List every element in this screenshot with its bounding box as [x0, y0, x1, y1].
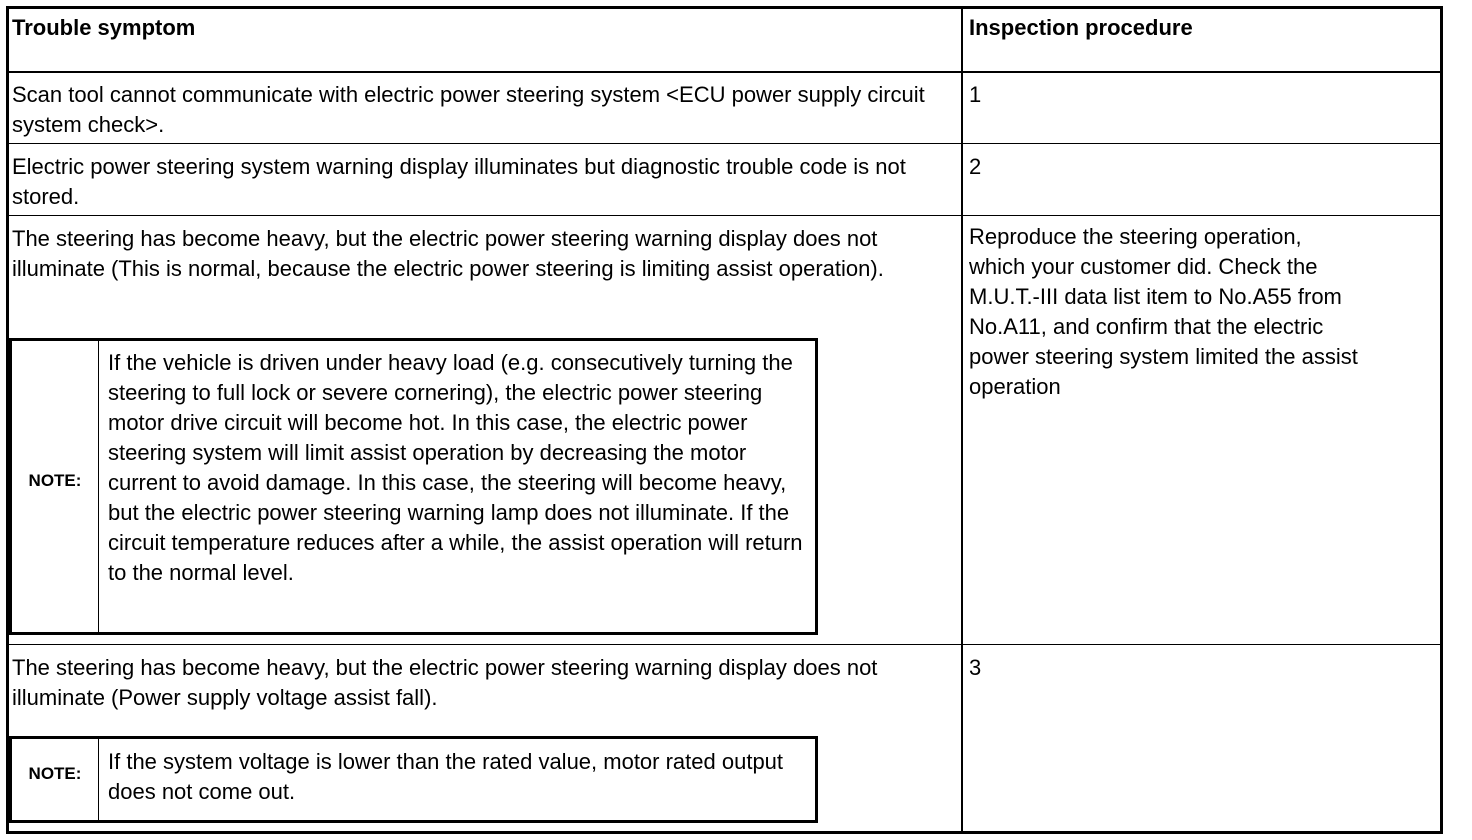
note-label: NOTE: — [28, 471, 82, 490]
note-box — [9, 338, 818, 635]
row-divider — [6, 71, 1443, 73]
symptom-cell: Scan tool cannot communicate with electric power steering system <ECU power supply circuit system check>. — [12, 82, 925, 137]
header-trouble-symptom: Trouble symptom — [12, 15, 196, 40]
procedure-cell: 2 — [969, 154, 982, 179]
symptom-cell: Electric power steering system warning display illuminates but diagnostic trouble code is not stored. — [12, 154, 906, 209]
row-divider — [6, 215, 1443, 216]
note-divider — [98, 341, 99, 632]
procedure-cell: 1 — [969, 82, 982, 107]
note-text: If the system voltage is lower than the rated value, motor rated output does not come out. — [108, 749, 784, 804]
column-divider — [961, 6, 963, 834]
note-label: NOTE: — [28, 764, 82, 783]
note-text: If the vehicle is driven under heavy load (e.g. consecutively turning the steering to full lock or severe cornering), the electric power steering motor drive circuit will become hot. In this case, the electric power steering system will limit assist operation by decreasing the motor current to avoid damage. In this case, the steering will become heavy, but the electric power steering warning lamp does not illuminate. If the circuit temperature reduces after a while, the assist operation will return to the normal level. — [108, 350, 803, 585]
symptom-cell: The steering has become heavy, but the electric power steering warning display does not illuminate (Power supply voltage assist fall). — [12, 655, 878, 710]
note-divider — [98, 739, 99, 820]
symptom-cell: The steering has become heavy, but the electric power steering warning display does not illuminate (This is normal, because the electric power steering is limiting assist operation). — [12, 226, 884, 281]
row-divider — [6, 644, 1443, 645]
header-inspection-procedure: Inspection procedure — [969, 15, 1193, 40]
procedure-cell: 3 — [969, 655, 982, 680]
note-box — [9, 736, 818, 823]
procedure-cell: Reproduce the steering operation, which your customer did. Check the M.U.T.-III data list item to No.A55 from No.A11, and confirm that the electric power steering system limited the assist operation — [969, 224, 1358, 399]
row-divider — [6, 143, 1443, 144]
